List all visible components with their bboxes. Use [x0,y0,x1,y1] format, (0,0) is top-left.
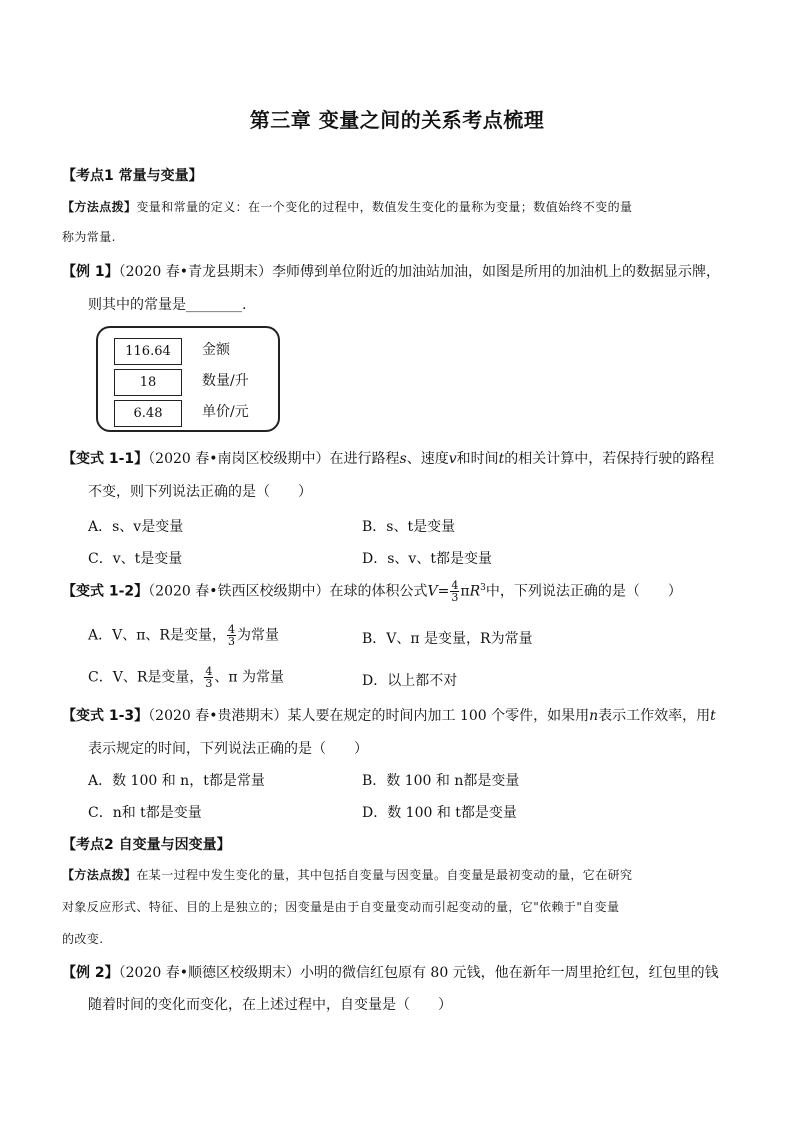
variant-text: （2020 春•铁西区校级期中）在球的体积公式 [148,583,428,600]
var-t: t [498,451,505,467]
option-b: B．V、π 是变量，R为常量 [362,631,533,647]
section-heading-1: 【考点1 常量与变量】 [62,168,203,184]
example-2-line2: 随着时间的变化而变化，在上述过程中，自变量是（ ） [88,997,452,1013]
variant-text: 和时间 [456,451,499,467]
display-label-price: 单价/元 [202,404,249,420]
variant-text: （2020 春•贵港期末）某人要在规定的时间内加工 100 个零件，如果用 [148,708,590,724]
option-c [88,666,284,689]
frac-num: 4 [451,579,459,592]
display-value-price: 6.48 [114,400,182,427]
tip-text: 在某一过程中发生变化的量，其中包括自变量与因变量。自变量是最初变动的量，它在研究 [136,868,633,882]
option-text: A．V、π、R是变量， [88,627,226,644]
option-c: C．v、t是变量 [88,551,183,567]
method-tip-1-line2: 称为常量. [62,230,116,244]
example-text: （2020 春•青龙县期末）李师傅到单位附近的加油站加油，如图是所用的加油机上的数据显示牌， [118,264,720,280]
display-label-amount: 金额 [202,342,230,358]
example-text: （2020 春•顺德区校级期末）小明的微信红包原有 80 元钱，他在新年一周里抢红包，红包里的钱 [118,965,719,981]
formula-r: R [469,583,481,600]
variant-tag: 【变式 1-1】 [62,451,149,467]
var-v: v [448,451,457,467]
fuel-pump-display [96,326,280,432]
variant-1-1-line2: 不变，则下列说法正确的是（ ） [88,484,312,500]
formula-v: V [427,583,438,600]
option-d: D．s、v、t都是变量 [362,551,492,567]
frac-den: 3 [227,635,235,648]
example-1 [62,261,720,281]
tip-text: 变量和常量的定义：在一个变化的过程中，数值发生变化的量称为变量；数值始终不变的量 [136,200,633,214]
option-b: B．s、t是变量 [362,519,456,535]
display-value-amount: 116.64 [114,338,182,365]
option-d: D．数 100 和 t都是变量 [362,805,517,821]
frac-num: 4 [205,665,213,678]
formula-eq: = [437,583,450,600]
frac-den: 3 [205,677,213,690]
variant-text: 表示工作效率，用 [598,708,711,724]
fraction-4-3 [450,580,459,603]
fraction-4-3 [227,624,236,647]
variant-tag: 【变式 1-2】 [62,583,149,600]
frac-den: 3 [451,591,459,604]
option-a: A．s、v是变量 [88,519,184,535]
example-tag: 【例 2】 [62,965,119,981]
method-tip-2-line2: 对象反应形式、特征、目的上是独立的；因变量是由于自变量变动而引起变动的量，它"依赖于"自变量 [62,900,620,914]
option-a: A．数 100 和 n，t都是常量 [88,773,265,789]
tip-label: 【方法点拨】 [62,200,137,214]
method-tip-2-line3: 的改变. [62,932,104,946]
example-1-line2: 则其中的常量是________. [88,297,247,313]
example-tag: 【例 1】 [62,264,119,280]
variant-1-3-line2: 表示规定的时间，下列说法正确的是（ ） [88,741,368,757]
variant-text: （2020 春•南岗区校级期中）在进行路程 [148,451,400,467]
variant-1-1 [62,448,714,468]
option-text: C．V、R是变量， [88,669,204,686]
variant-text: 中，下列说法正确的是（ ） [485,583,682,600]
option-text: 为常量 [236,627,279,644]
tip-label: 【方法点拨】 [62,868,137,882]
option-d: D．以上都不对 [362,673,458,689]
var-s: s [399,451,407,467]
option-c: C．n和 t都是变量 [88,805,202,821]
variant-1-2 [62,580,682,603]
page-title: 第三章 变量之间的关系考点梳理 [249,108,545,132]
display-label-volume: 数量/升 [202,373,249,389]
variant-tag: 【变式 1-3】 [62,708,149,724]
method-tip-2 [62,866,632,883]
fraction-4-3 [204,666,213,689]
var-t: t [710,708,716,724]
frac-num: 4 [227,623,235,636]
section-heading-2: 【考点2 自变量与因变量】 [62,837,231,853]
variant-text: 的相关计算中，若保持行驶的路程 [504,451,715,467]
option-text: 、π 为常量 [214,669,285,686]
option-a [88,624,279,647]
display-value-volume: 18 [114,369,182,396]
variant-1-3 [62,705,716,725]
example-2 [62,962,719,982]
method-tip-1 [62,198,632,215]
option-b: B．数 100 和 n都是变量 [362,773,520,789]
var-n: n [589,708,599,724]
variant-text: 、速度 [406,451,449,467]
formula-exp: 3 [480,582,486,593]
formula-pi: π [460,583,470,600]
